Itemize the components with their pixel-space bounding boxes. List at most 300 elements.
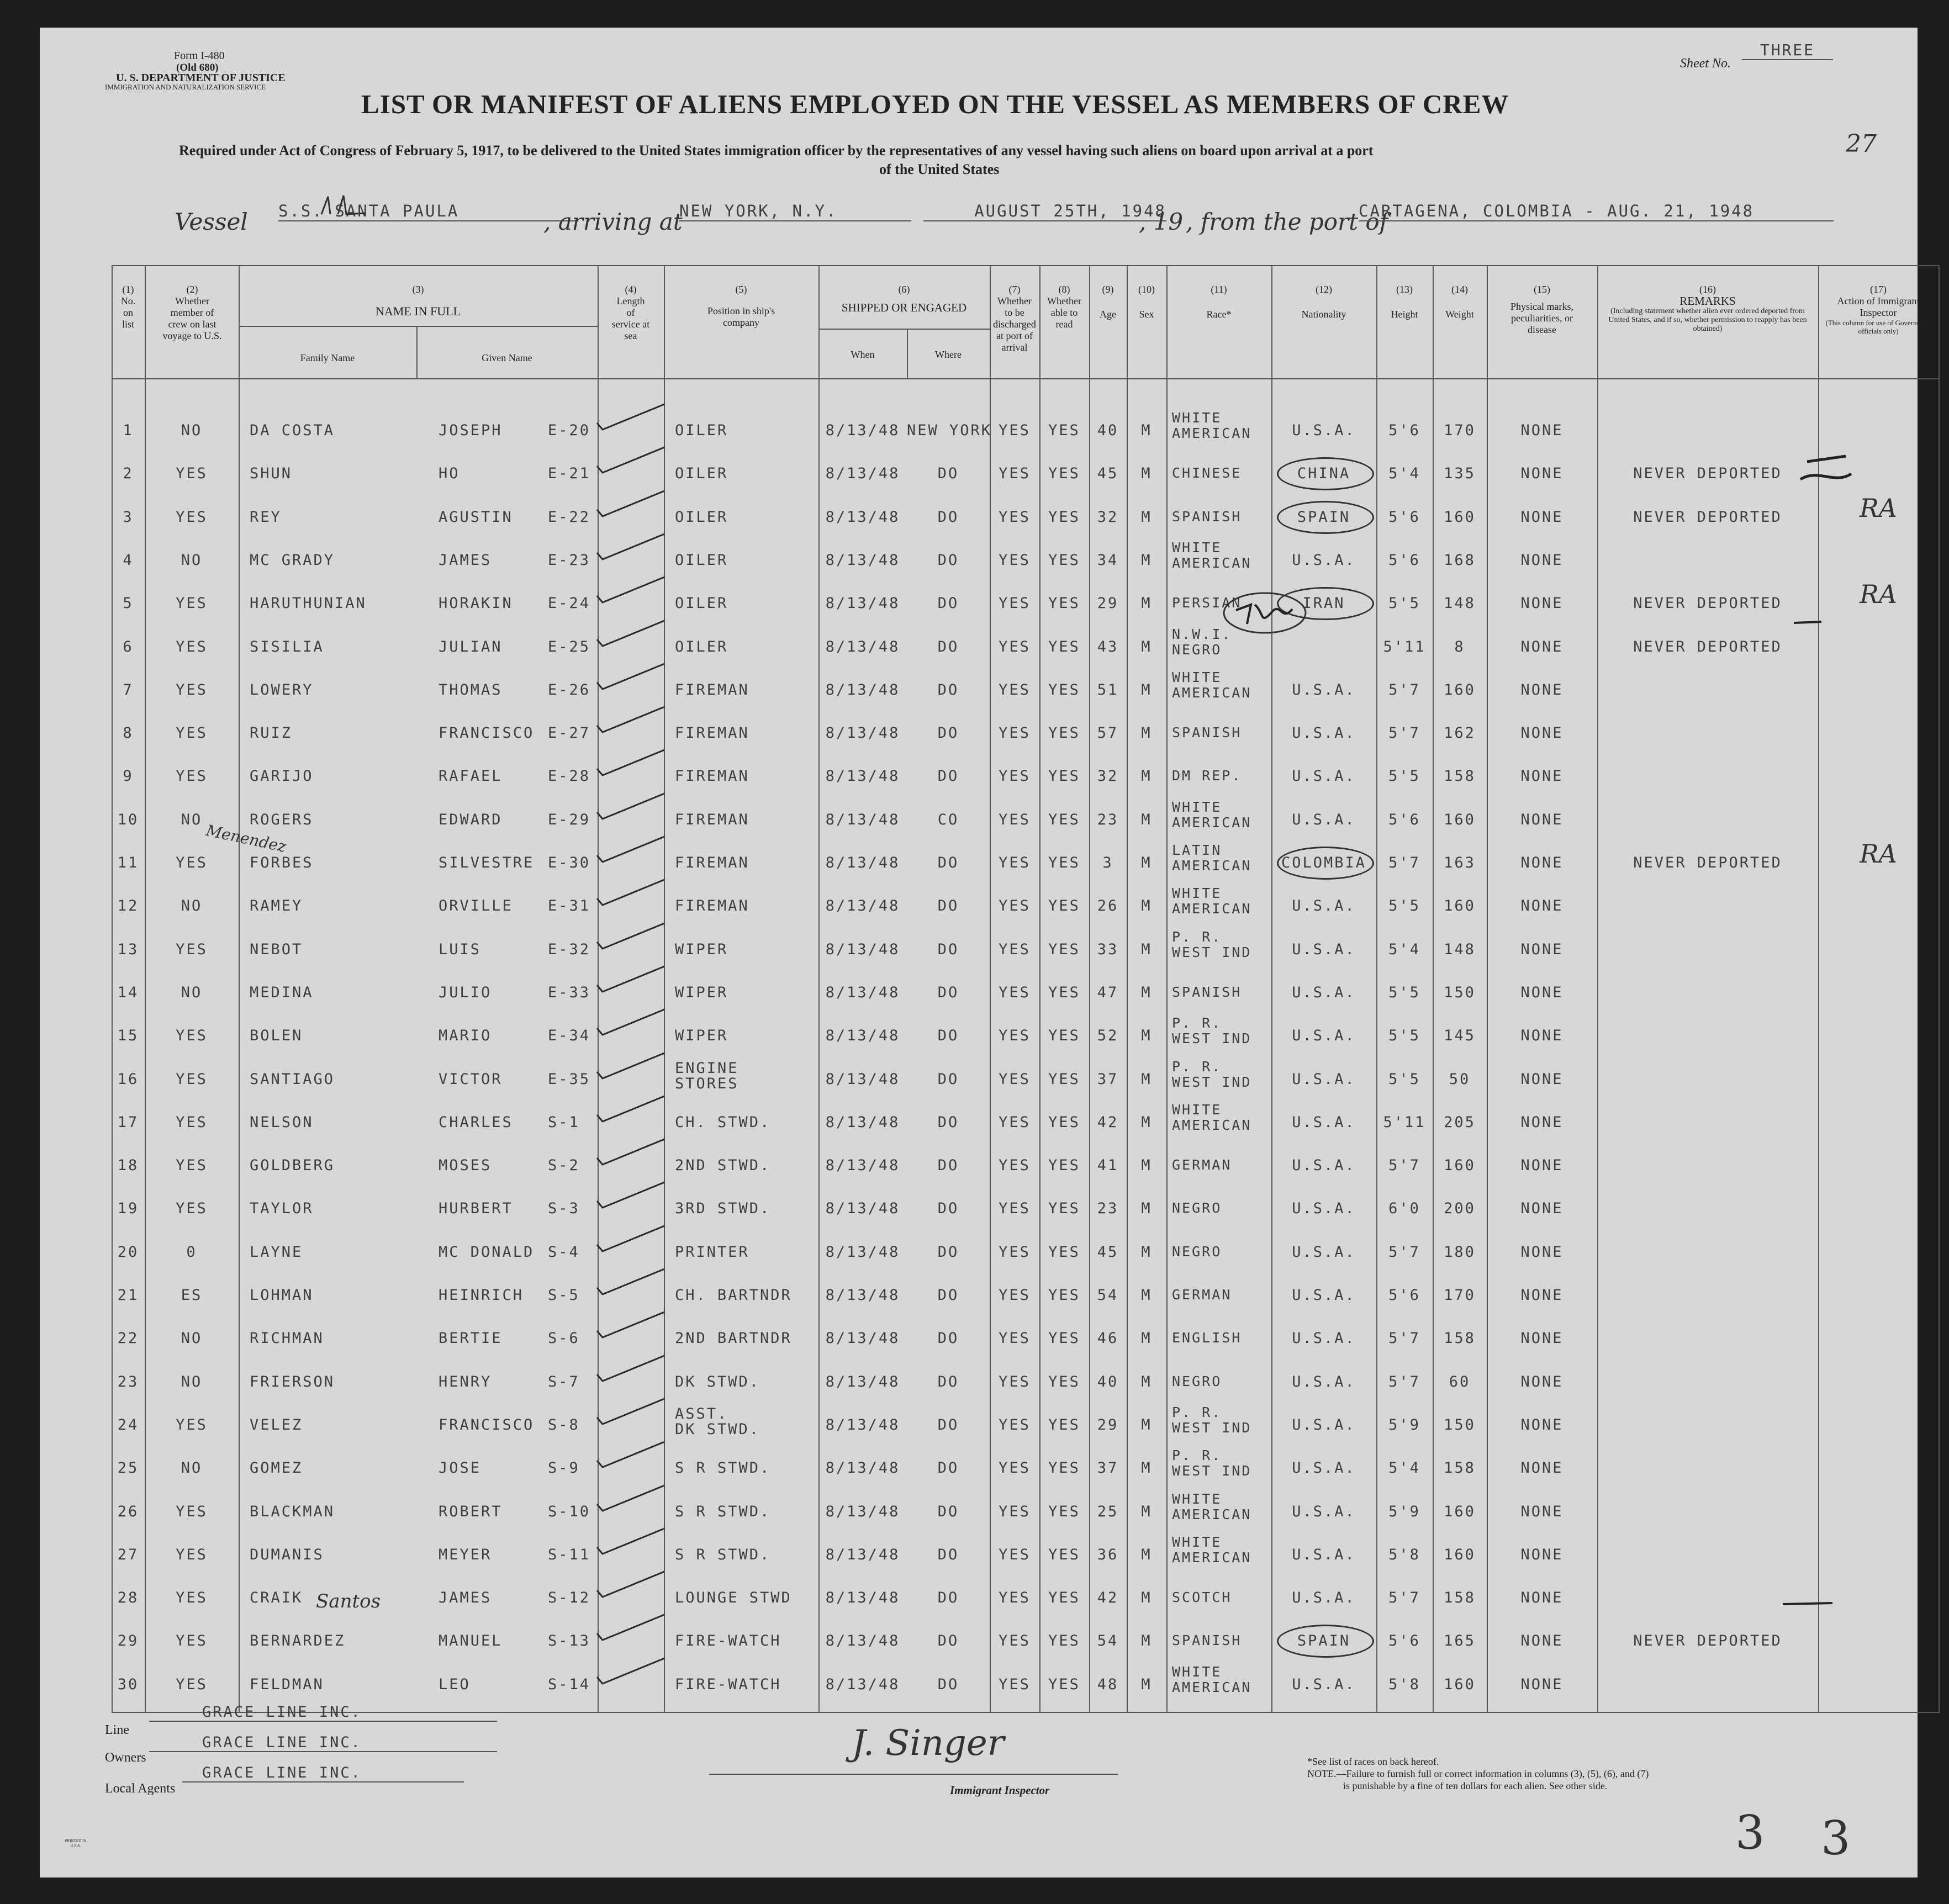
cell-discharged: YES — [999, 1157, 1031, 1175]
cell-nationality: U.S.A. — [1292, 1157, 1356, 1175]
cell-given-name: HENRY — [439, 1373, 492, 1390]
cell-physical-marks: NONE — [1520, 465, 1564, 483]
cell-crew-last-voyage: YES — [176, 465, 208, 483]
cell-nationality: U.S.A. — [1292, 422, 1356, 439]
cell-position: WIPER — [675, 983, 728, 1001]
cell-family-name: SANTIAGO — [250, 1070, 335, 1088]
cell-shipped-where: DO — [937, 1113, 959, 1131]
cell-shipped-where: DO — [937, 940, 959, 958]
cell-family-name: BLACKMAN — [250, 1503, 335, 1520]
cell-physical-marks: NONE — [1520, 422, 1564, 439]
cell-height: 5'6 — [1388, 551, 1420, 569]
arriving-label: , arriving at — [543, 208, 683, 235]
cell-crew-last-voyage: YES — [176, 595, 208, 612]
cell-given-name: FRANCISCO — [439, 724, 535, 742]
cell-discharged: YES — [999, 1330, 1031, 1347]
table-row — [112, 1192, 1939, 1235]
cell-given-name: ROBERT — [439, 1503, 503, 1520]
table-row — [112, 410, 1939, 457]
cell-nationality: U.S.A. — [1292, 1330, 1356, 1347]
cell-able-to-read: YES — [1048, 811, 1080, 828]
cell-able-to-read: YES — [1048, 595, 1080, 612]
cell-nationality: U.S.A. — [1292, 551, 1356, 569]
cell-remarks: NEVER DEPORTED — [1633, 508, 1782, 526]
cell-age: 26 — [1097, 897, 1119, 915]
cell-able-to-read: YES — [1048, 983, 1080, 1001]
cell-position: OILER — [675, 465, 728, 483]
cell-row-number: 16 — [117, 1070, 139, 1088]
cell-nationality: U.S.A. — [1292, 1373, 1356, 1390]
cell-race-line1: P. R. — [1172, 1447, 1222, 1464]
vessel-label: Vessel — [175, 208, 248, 235]
cell-shipped-where: DO — [937, 724, 959, 742]
cell-row-number: 6 — [123, 638, 134, 655]
col-9-header: (9) Age — [1100, 284, 1116, 320]
cell-race: AMERICAN — [1172, 684, 1252, 701]
cell-height: 5'9 — [1388, 1416, 1420, 1434]
cell-height: 5'5 — [1388, 983, 1420, 1001]
cell-weight: 158 — [1444, 1459, 1476, 1477]
shipped-where-header: Where — [935, 349, 962, 360]
cell-position: S R STWD. — [675, 1503, 771, 1520]
cell-age: 57 — [1097, 724, 1119, 742]
cell-weight: 150 — [1444, 983, 1476, 1001]
form-old-number: (Old 680) — [176, 62, 219, 73]
cell-discharged: YES — [999, 1200, 1031, 1218]
cell-family-name: LOWERY — [250, 681, 314, 699]
cell-shipped-where: DO — [937, 1503, 959, 1520]
line-value: GRACE LINE INC. — [149, 1704, 497, 1722]
cell-nationality: U.S.A. — [1292, 811, 1356, 828]
col-2-header: (2) Whether member of crew on last voyage to U.S. — [162, 284, 222, 341]
cell-physical-marks: NONE — [1520, 1459, 1564, 1477]
cell-family-name: ROGERS — [250, 811, 314, 828]
cell-race-line1: WHITE — [1172, 1533, 1222, 1550]
cell-able-to-read: YES — [1048, 1200, 1080, 1218]
sheet-number-label: Sheet No. — [1680, 56, 1731, 71]
given-name-header: Given Name — [482, 352, 532, 363]
cell-nationality: COLOMBIA — [1281, 854, 1367, 871]
cell-crew-last-voyage: YES — [176, 1632, 208, 1650]
cell-row-number: 2 — [123, 465, 134, 483]
cell-discharged: YES — [999, 1027, 1031, 1045]
cell-family-name: NEBOT — [250, 940, 303, 958]
cell-crew-code: E-26 — [548, 681, 591, 699]
cell-age: 51 — [1097, 681, 1119, 699]
cell-weight: 158 — [1444, 1589, 1476, 1607]
cell-shipped-when: 8/13/48 — [825, 1675, 900, 1693]
cell-sex: M — [1141, 1675, 1152, 1693]
cell-position: 3RD STWD. — [675, 1200, 771, 1218]
cell-given-name: JOSE — [439, 1459, 482, 1477]
cell-physical-marks: NONE — [1520, 1243, 1564, 1261]
cell-crew-code: E-24 — [548, 595, 591, 612]
cell-crew-last-voyage: YES — [176, 768, 208, 785]
cell-race: WEST IND — [1172, 1073, 1252, 1090]
table-row — [112, 839, 1939, 890]
cell-shipped-when: 8/13/48 — [825, 1070, 900, 1088]
cell-race: WEST IND — [1172, 1419, 1252, 1436]
table-row — [112, 717, 1939, 760]
cell-race-line1: WHITE — [1172, 410, 1222, 426]
inspector-label: Immigrant Inspector — [950, 1784, 1050, 1797]
cell-nationality: CHINA — [1297, 465, 1351, 483]
cell-given-name: MANUEL — [439, 1632, 503, 1650]
cell-crew-last-voyage: YES — [176, 1157, 208, 1175]
cell-given-name: BERTIE — [439, 1330, 503, 1347]
table-row — [112, 798, 1939, 847]
cell-given-name: MC DONALD — [439, 1243, 535, 1261]
cell-crew-last-voyage: YES — [176, 508, 208, 526]
cell-row-number: 20 — [117, 1243, 139, 1261]
cell-able-to-read: YES — [1048, 1675, 1080, 1693]
cell-row-number: 30 — [117, 1675, 139, 1693]
cell-age: 23 — [1097, 811, 1119, 828]
col-8-header: (8) Whether able to read — [1047, 284, 1081, 330]
cell-family-name: BOLEN — [250, 1027, 303, 1045]
cell-position: OILER — [675, 551, 728, 569]
cell-race-line1: P. R. — [1172, 1015, 1222, 1032]
cell-physical-marks: NONE — [1520, 1070, 1564, 1088]
cell-nationality: U.S.A. — [1292, 1113, 1356, 1131]
cell-shipped-when: 8/13/48 — [825, 1503, 900, 1520]
cell-weight: 160 — [1444, 1546, 1476, 1563]
table-row — [112, 1058, 1939, 1106]
cell-age: 46 — [1097, 1330, 1119, 1347]
cell-weight: 162 — [1444, 724, 1476, 742]
cell-discharged: YES — [999, 1632, 1031, 1650]
cell-able-to-read: YES — [1048, 1416, 1080, 1434]
line-label: Line — [105, 1723, 129, 1737]
cell-weight: 148 — [1444, 940, 1476, 958]
cell-discharged: YES — [999, 1243, 1031, 1261]
cell-position: FIRE-WATCH — [675, 1675, 781, 1693]
cell-race-line1: WHITE — [1172, 1101, 1222, 1118]
cell-race: GERMAN — [1172, 1287, 1232, 1303]
cell-given-name: LUIS — [439, 940, 482, 958]
cell-age: 42 — [1097, 1113, 1119, 1131]
cell-able-to-read: YES — [1048, 551, 1080, 569]
cell-shipped-when: 8/13/48 — [825, 983, 900, 1001]
cell-physical-marks: NONE — [1520, 551, 1564, 569]
check-mark — [595, 1137, 667, 1168]
cell-crew-last-voyage: YES — [176, 1027, 208, 1045]
cell-age: 37 — [1097, 1070, 1119, 1088]
cell-position: PRINTER — [675, 1243, 749, 1261]
cell-shipped-when: 8/13/48 — [825, 551, 900, 569]
cell-race: NEGRO — [1172, 1200, 1222, 1217]
cell-given-name: HURBERT — [439, 1200, 513, 1218]
cell-position: FIREMAN — [675, 854, 749, 871]
cell-nationality: SPAIN — [1297, 508, 1351, 526]
cell-sex: M — [1141, 1070, 1152, 1088]
cell-crew-code: E-30 — [548, 854, 591, 871]
cell-given-name: JOSEPH — [439, 422, 503, 439]
table-row — [112, 1322, 1939, 1365]
cell-sex: M — [1141, 1416, 1152, 1434]
cell-weight: 135 — [1444, 465, 1476, 483]
cell-crew-last-voyage: YES — [176, 638, 208, 655]
cell-shipped-where: DO — [937, 1416, 959, 1434]
page-number: 3 — [1735, 1806, 1765, 1860]
cell-sex: M — [1141, 508, 1152, 526]
cell-sex: M — [1141, 983, 1152, 1001]
cell-able-to-read: YES — [1048, 1330, 1080, 1347]
cell-nationality: U.S.A. — [1292, 768, 1356, 785]
cell-race-line1: WHITE — [1172, 669, 1222, 685]
cell-age: 52 — [1097, 1027, 1119, 1045]
check-mark — [595, 402, 667, 433]
cell-height: 5'6 — [1388, 1287, 1420, 1304]
cell-height: 5'7 — [1388, 1589, 1420, 1607]
cell-weight: 160 — [1444, 1503, 1476, 1520]
cell-sex: M — [1141, 897, 1152, 915]
cell-weight: 150 — [1444, 1416, 1476, 1434]
cell-remarks: NEVER DEPORTED — [1633, 638, 1782, 655]
cell-nationality: U.S.A. — [1292, 1459, 1356, 1477]
cell-row-number: 13 — [117, 940, 139, 958]
cell-family-name: DA COSTA — [250, 422, 335, 439]
cell-race: AMERICAN — [1172, 858, 1252, 874]
cell-race: AMERICAN — [1172, 1117, 1252, 1133]
cell-physical-marks: NONE — [1520, 1287, 1564, 1304]
nationality-scribble — [1221, 588, 1309, 638]
table-row — [112, 579, 1939, 630]
signature-line — [709, 1773, 1118, 1775]
cell-given-name: CHARLES — [439, 1113, 513, 1131]
cell-weight: 158 — [1444, 768, 1476, 785]
check-mark — [595, 1483, 667, 1514]
check-mark — [595, 964, 667, 995]
cell-crew-code: S-6 — [548, 1330, 580, 1347]
cell-position: S R STWD. — [675, 1459, 771, 1477]
cell-sex: M — [1141, 1459, 1152, 1477]
cell-height: 5'7 — [1388, 1243, 1420, 1261]
cell-row-number: 5 — [123, 595, 134, 612]
cell-nationality: U.S.A. — [1292, 1546, 1356, 1563]
cell-sex: M — [1141, 1243, 1152, 1261]
cell-race: DM REP. — [1172, 768, 1242, 784]
cell-height: 5'6 — [1388, 508, 1420, 526]
cell-height: 5'4 — [1388, 940, 1420, 958]
cell-discharged: YES — [999, 1287, 1031, 1304]
cell-position: DK STWD. — [675, 1373, 760, 1390]
cell-crew-code: S-4 — [548, 1243, 580, 1261]
cell-nationality: SPAIN — [1297, 1632, 1351, 1650]
cell-physical-marks: NONE — [1520, 897, 1564, 915]
cell-height: 5'7 — [1388, 681, 1420, 699]
check-mark — [595, 445, 667, 476]
cell-row-number: 22 — [117, 1330, 139, 1347]
cell-given-name: HORAKIN — [439, 595, 513, 612]
cell-crew-last-voyage: ES — [181, 1287, 203, 1304]
cell-height: 5'5 — [1388, 897, 1420, 915]
cell-weight: 60 — [1449, 1373, 1471, 1390]
action-dash-mark — [1792, 617, 1825, 628]
cell-race-line1: LATIN — [1172, 842, 1222, 858]
check-mark — [595, 575, 667, 606]
cell-crew-code: E-28 — [548, 768, 591, 785]
cell-weight: 168 — [1444, 551, 1476, 569]
table-row — [112, 1582, 1939, 1625]
cell-shipped-when: 8/13/48 — [825, 724, 900, 742]
cell-given-name: JULIO — [439, 983, 492, 1001]
cell-row-number: 11 — [117, 854, 139, 871]
table-row — [112, 539, 1939, 587]
cell-row-number: 17 — [117, 1113, 139, 1131]
cell-race-line1: N.W.I. — [1172, 626, 1232, 642]
cell-weight: 8 — [1454, 638, 1465, 655]
col-1-header: (1) No. on list — [120, 284, 136, 330]
cell-nationality: U.S.A. — [1292, 1589, 1356, 1607]
col-13-header: (13) Height — [1391, 284, 1418, 320]
table-row — [112, 457, 1939, 500]
cell-height: 5'5 — [1388, 1070, 1420, 1088]
check-mark — [595, 921, 667, 952]
cell-crew-last-voyage: NO — [181, 983, 203, 1001]
cell-inspector-action: RA — [1860, 493, 1897, 523]
cell-nationality: U.S.A. — [1292, 940, 1356, 958]
cell-age: 41 — [1097, 1157, 1119, 1175]
cell-given-name: ORVILLE — [439, 897, 513, 915]
cell-physical-marks: NONE — [1520, 724, 1564, 742]
check-mark — [595, 1353, 667, 1384]
cell-discharged: YES — [999, 681, 1031, 699]
cell-physical-marks: NONE — [1520, 1113, 1564, 1131]
cell-given-name: EDWARD — [439, 811, 503, 828]
check-mark — [595, 1267, 667, 1298]
col-10-header: (10) Sex — [1138, 284, 1155, 320]
cell-row-number: 15 — [117, 1027, 139, 1045]
cell-discharged: YES — [999, 1070, 1031, 1088]
cell-discharged: YES — [999, 422, 1031, 439]
cell-shipped-where: DO — [937, 1589, 959, 1607]
races-note: *See list of races on back hereof. — [1307, 1756, 1439, 1767]
cell-age: 43 — [1097, 638, 1119, 655]
cell-crew-code: E-29 — [548, 811, 591, 828]
cell-physical-marks: NONE — [1520, 595, 1564, 612]
cell-row-number: 8 — [123, 724, 134, 742]
cell-able-to-read: YES — [1048, 681, 1080, 699]
cell-age: 25 — [1097, 1503, 1119, 1520]
cell-crew-last-voyage: YES — [176, 1070, 208, 1088]
cell-race-line1: WHITE — [1172, 1663, 1222, 1680]
cell-sex: M — [1141, 1632, 1152, 1650]
cell-discharged: YES — [999, 897, 1031, 915]
cell-shipped-where: DO — [937, 1675, 959, 1693]
cell-shipped-where: DO — [937, 1632, 959, 1650]
cell-crew-last-voyage: YES — [176, 1675, 208, 1693]
cell-shipped-when: 8/13/48 — [825, 768, 900, 785]
cell-family-name: NELSON — [250, 1113, 314, 1131]
cell-sex: M — [1141, 724, 1152, 742]
cell-family-name: VELEZ — [250, 1416, 303, 1434]
cell-age: 45 — [1097, 1243, 1119, 1261]
cell-shipped-when: 8/13/48 — [825, 508, 900, 526]
cell-age: 40 — [1097, 422, 1119, 439]
corner-number: 27 — [1846, 130, 1877, 158]
cell-age: 47 — [1097, 983, 1119, 1001]
cell-discharged: YES — [999, 1503, 1031, 1520]
cell-position: 2ND BARTNDR — [675, 1330, 792, 1347]
table-row — [112, 669, 1939, 717]
cell-race-line1: WHITE — [1172, 1490, 1222, 1507]
col-3-header: (3) NAME IN FULL — [376, 284, 461, 318]
cell-remarks: NEVER DEPORTED — [1633, 854, 1782, 871]
action-dash-mark — [1781, 1599, 1836, 1610]
cell-physical-marks: NONE — [1520, 1416, 1564, 1434]
cell-weight: 170 — [1444, 1287, 1476, 1304]
cell-shipped-where: DO — [937, 1373, 959, 1390]
cell-discharged: YES — [999, 1589, 1031, 1607]
cell-given-name: MEYER — [439, 1546, 492, 1563]
cell-race-line1: WHITE — [1172, 798, 1222, 815]
local-agents-label: Local Agents — [105, 1781, 176, 1796]
cell-family-name: RICHMAN — [250, 1330, 324, 1347]
cell-race: GERMAN — [1172, 1157, 1232, 1173]
check-mark — [595, 1180, 667, 1211]
owners-label: Owners — [105, 1750, 146, 1765]
cell-able-to-read: YES — [1048, 1157, 1080, 1175]
cell-discharged: YES — [999, 1675, 1031, 1693]
cell-able-to-read: YES — [1048, 1113, 1080, 1131]
cell-shipped-where: DO — [937, 638, 959, 655]
cell-position: OILER — [675, 508, 728, 526]
cell-able-to-read: YES — [1048, 1287, 1080, 1304]
table-row — [112, 1101, 1939, 1149]
cell-able-to-read: YES — [1048, 1373, 1080, 1390]
cell-shipped-when: 8/13/48 — [825, 1416, 900, 1434]
cell-age: 37 — [1097, 1459, 1119, 1477]
cell-age: 33 — [1097, 940, 1119, 958]
cell-remarks: NEVER DEPORTED — [1633, 465, 1782, 483]
cell-shipped-where: DO — [937, 1243, 959, 1261]
cell-position: OILER — [675, 638, 728, 655]
table-row — [112, 760, 1939, 803]
cell-discharged: YES — [999, 1459, 1031, 1477]
cell-shipped-where: DO — [937, 1546, 959, 1563]
cell-row-number: 18 — [117, 1157, 139, 1175]
cell-discharged: YES — [999, 1546, 1031, 1563]
vessel-name: S.S. SANTA PAULA — [278, 202, 577, 221]
cell-age: 54 — [1097, 1632, 1119, 1650]
cell-discharged: YES — [999, 724, 1031, 742]
check-mark — [595, 791, 667, 822]
cell-given-name: FRANCISCO — [439, 1416, 535, 1434]
cell-family-name: LOHMAN — [250, 1287, 314, 1304]
check-mark — [595, 662, 667, 692]
cell-discharged: YES — [999, 465, 1031, 483]
cell-physical-marks: NONE — [1520, 1027, 1564, 1045]
cell-crew-last-voyage: NO — [181, 811, 203, 828]
cell-crew-last-voyage: NO — [181, 551, 203, 569]
cell-crew-last-voyage: 0 — [186, 1243, 197, 1261]
cell-row-number: 4 — [123, 551, 134, 569]
cell-age: 54 — [1097, 1287, 1119, 1304]
cell-weight: 180 — [1444, 1243, 1476, 1261]
cell-crew-code: E-34 — [548, 1027, 591, 1045]
table-row — [112, 1625, 1939, 1668]
year-label: , 19 — [1139, 208, 1184, 235]
table-row — [112, 885, 1939, 933]
col-15-header: (15) Physical marks, peculiarities, or disease — [1510, 284, 1573, 335]
cell-given-name: JAMES — [439, 1589, 492, 1607]
cell-family-name: HARUTHUNIAN — [250, 595, 367, 612]
cell-crew-last-voyage: YES — [176, 1113, 208, 1131]
owners-value: GRACE LINE INC. — [149, 1734, 497, 1752]
cell-able-to-read: YES — [1048, 897, 1080, 915]
cell-discharged: YES — [999, 638, 1031, 655]
